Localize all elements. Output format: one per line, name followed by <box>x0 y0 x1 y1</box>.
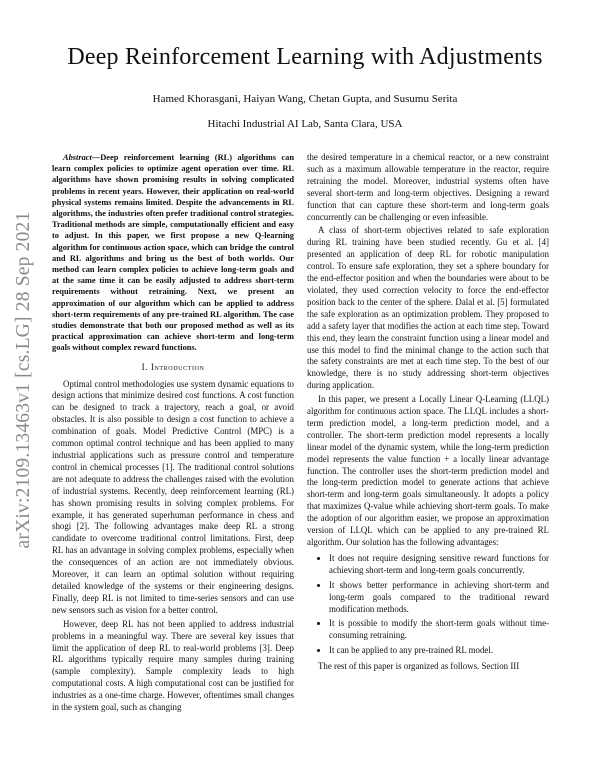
intro-paragraph-3: the desired temperature in a chemical reactor, or a new constraint such as a maximum allowable temperature in the reactor, require retraining the model. Moreover, industrial systems often have several short-term and long-term objectives. Designing a reward function that can capture these short-term and long-term goals concurrently can be challenging or even infeasible. <box>307 152 549 222</box>
section-heading: I. Introduction <box>141 361 205 372</box>
advantages-list <box>307 553 549 657</box>
affiliation: Hitachi Industrial AI Lab, Santa Clara, USA <box>207 118 403 130</box>
abstract <box>52 152 294 354</box>
list-item: • It shows better performance in achieving short-term and long-term goals compared to the traditional reward modification methods. <box>329 580 549 616</box>
author-list: Hamed Khorasgani, Haiyan Wang, Chetan Gupta, and Susumu Serita <box>152 93 458 105</box>
abstract-label: Abstract <box>63 153 92 162</box>
paper-title: Deep Reinforcement Learning with Adjustments <box>67 44 543 70</box>
arxiv-identifier: arXiv:2109.13463v1 [cs.LG] 28 Sep 2021 <box>13 211 34 549</box>
intro-paragraph-2: However, deep RL has not been applied to address industrial problems in a meaningful way. There are several key issues that limit the application of deep RL to real-world problems [3]. Deep RL algorithms typically require many samples during training (sample complexity). Sample complexity leads to high computational costs. A high computational cost can be justified for industries as a one-time charge. However, oftentimes small changes in the system goal, such as changing <box>52 618 294 713</box>
list-item: • It can be applied to any pre-trained RL model. <box>329 645 549 657</box>
abstract-text: —Deep reinforcement learning (RL) algorithms can learn complex policies to optimize agent operation over time. RL algorithms have shown promising results in solving complicated problems in recent years. However, their application on real-world physical systems remains limited. Despite the advancements in RL algorithms, the industries often prefer traditional control strategies. Traditional methods are simple, computationally efficient and easy to adjust. In this paper, we first propose a new Q-learning algorithm for continuous action space, which can bridge the control and RL algorithms and bring us the best of both worlds. Our method can learn complex policies to achieve long-term goals and at the same time it can be easily adjusted to address short-term requirements without retraining. Next, we present an approximation of our algorithm which can be applied to address short-term requirements of any pre-trained RL algorithm. The case studies demonstrate that both our proposed method as well as its practical approximation can achieve short-term and long-term goals without complex reward functions. <box>52 153 294 353</box>
intro-paragraph-1: Optimal control methodologies use system dynamic equations to design actions that minimize desired cost functions. A cost function can be designed to track a trajectory, reach a goal, or avoid obstacles. It is also possible to design a cost function to achieve a combination of goals. Model Predictive Control (MPC) is a common optimal control technique and has been applied to many industrial applications such as pressure control and temperature control in chemical processes [1]. The traditional control solutions are not adequate to address the challenges raised with the evolution of industrial systems. Recently, deep reinforcement learning (RL) has shown promising results in solving complex problems. For example, it has generated superhuman performance in chess and shogi [2]. The following advantages make deep RL a strong candidate to overcome traditional control limitations. First, deep RL has an advantage in solving complex problems, especially when the consequences of an action are not immediately obvious. Moreover, it can learn an optimal solution without requiring detailed knowledge of the systems or their engineering designs. Finally, deep RL is not limited to time-series sensors and can use new sensors such as vision for a better control. <box>52 378 294 615</box>
intro-paragraph-5: In this paper, we present a Locally Linear Q-Learning (LLQL) algorithm for continuous action space. The LLQL includes a short-term prediction model, a long-term prediction model, and a controller. The short-term prediction model represents a locally linear model of the dynamic system, while the long-term prediction model represents the value function + a locally linear advantage function. The controller uses the short-term prediction model and the long-term prediction model to generate actions that achieve short-term and long-term goals simultaneously. It adopts a policy that maximizes Q-value while achieving short-term goals. To make the adoption of our algorithm easier, we propose an approximation version of LLQL which can be applied to any pre-trained RL algorithm. Our solution has the following advantages: <box>307 394 549 547</box>
right-column <box>307 152 549 675</box>
arxiv-watermark <box>2 175 46 585</box>
list-item: • It is possible to modify the short-term goals without time-consuming retraining. <box>329 618 549 642</box>
left-column <box>52 152 294 716</box>
list-item: • It does not require designing sensitive reward functions for achieving short-term and long-term goals concurrently. <box>329 553 549 577</box>
intro-paragraph-6: The rest of this paper is organized as follows. Section III <box>318 661 520 672</box>
intro-paragraph-4: A class of short-term objectives related to safe exploration during RL training have been studied recently. Gu et al. [4] presented an application of deep RL for robotic manipulation control. To ensure safe exploration, they set a sphere boundary for the end-effector position and when the boundaries were about to be violated, they used correction velocity to force the end-effector position back to the center of the sphere. Dalal et al. [5] formulated the safe exploration as an optimization problem. They proposed to add a safety layer that modifies the action at each time step. Toward this end, they learn the constraint function using a linear model and use this model to find the minimal change to the action such that the safety constraints are met at each time step. To the best of our knowledge, there is no study addressing short-term objectives during application. <box>307 225 549 391</box>
